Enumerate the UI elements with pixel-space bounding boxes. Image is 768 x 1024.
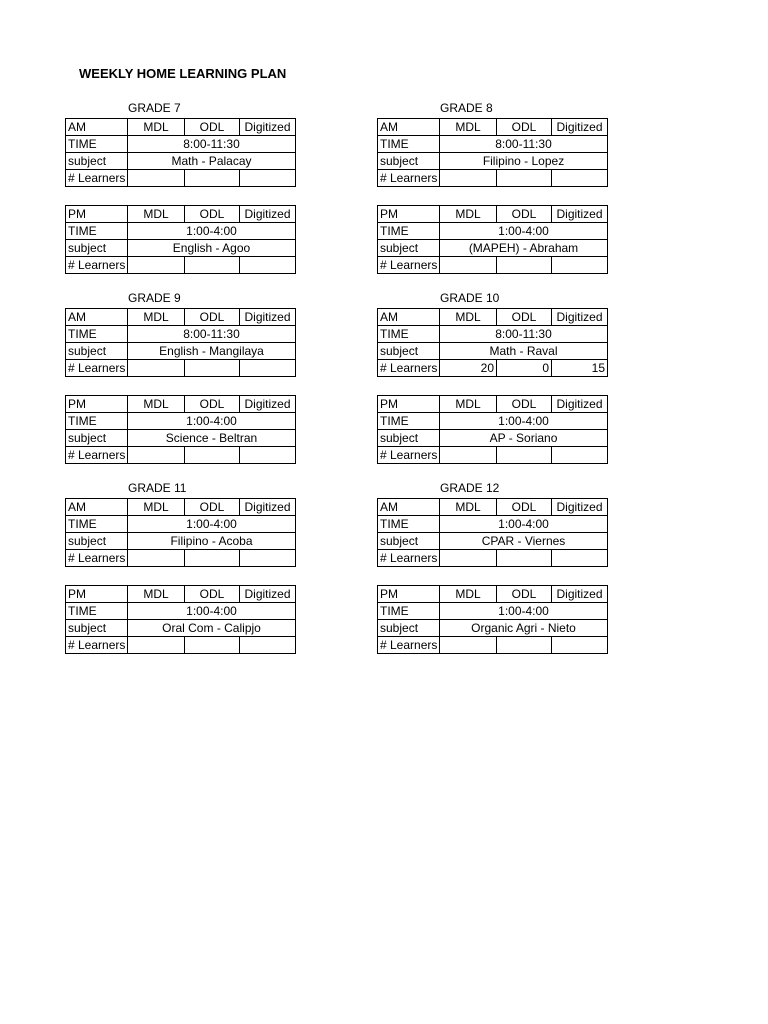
learners-mdl[interactable] (128, 637, 185, 654)
col-header-odl[interactable]: ODL (185, 119, 240, 136)
time-value[interactable]: 1:00-4:00 (128, 413, 296, 430)
col-header-digitized[interactable]: Digitized (552, 119, 608, 136)
table-row (66, 637, 296, 654)
col-header-mdl[interactable]: MDL (128, 206, 185, 223)
learners-digitized[interactable] (552, 447, 608, 464)
table-row (378, 603, 608, 620)
learners-digitized[interactable] (240, 257, 296, 274)
learners-mdl[interactable] (128, 550, 185, 567)
table-row (378, 396, 608, 413)
col-header-mdl[interactable]: MDL (440, 119, 497, 136)
session-label[interactable]: AM (378, 309, 440, 326)
time-value[interactable]: 1:00-4:00 (440, 413, 608, 430)
table-row (66, 309, 296, 326)
subject-value[interactable]: Organic Agri - Nieto (440, 620, 608, 637)
learners-mdl[interactable] (440, 447, 497, 464)
learners-digitized[interactable] (240, 637, 296, 654)
learners-digitized[interactable] (552, 170, 608, 187)
schedule-table-am (377, 118, 608, 187)
row-label-time[interactable]: TIME (66, 603, 128, 620)
learners-digitized[interactable]: 15 (552, 360, 608, 377)
col-header-odl[interactable]: ODL (185, 396, 240, 413)
session-label[interactable]: AM (66, 309, 128, 326)
col-header-odl[interactable]: ODL (185, 499, 240, 516)
table-row (378, 170, 608, 187)
col-header-odl[interactable]: ODL (185, 206, 240, 223)
learners-odl[interactable] (497, 550, 552, 567)
row-label-time[interactable]: TIME (378, 603, 440, 620)
row-label-time[interactable]: TIME (66, 516, 128, 533)
table-row (378, 326, 608, 343)
time-value[interactable]: 1:00-4:00 (440, 516, 608, 533)
row-label-subject[interactable]: subject (66, 153, 128, 170)
col-header-mdl[interactable]: MDL (128, 119, 185, 136)
schedule-table-pm (377, 395, 608, 464)
row-label-subject[interactable]: subject (378, 430, 440, 447)
col-header-digitized[interactable]: Digitized (552, 206, 608, 223)
table-row (378, 533, 608, 550)
table-row (378, 257, 608, 274)
row-label-subject[interactable]: subject (66, 533, 128, 550)
row-label-subject[interactable]: subject (378, 343, 440, 360)
grade-label: GRADE 9 (128, 291, 181, 305)
row-label-learners[interactable]: # Learners (66, 170, 128, 187)
row-label-subject[interactable]: subject (66, 430, 128, 447)
learners-mdl[interactable] (128, 360, 185, 377)
table-row (66, 136, 296, 153)
row-label-learners[interactable]: # Learners (378, 170, 440, 187)
col-header-digitized[interactable]: Digitized (552, 396, 608, 413)
table-row (66, 447, 296, 464)
row-label-time[interactable]: TIME (66, 136, 128, 153)
table-row (66, 153, 296, 170)
time-value[interactable]: 8:00-11:30 (440, 136, 608, 153)
time-value[interactable]: 1:00-4:00 (440, 603, 608, 620)
col-header-odl[interactable]: ODL (497, 206, 552, 223)
learners-odl[interactable] (185, 257, 240, 274)
table-row (66, 620, 296, 637)
time-value[interactable]: 8:00-11:30 (128, 136, 296, 153)
learners-mdl[interactable] (128, 170, 185, 187)
learners-mdl[interactable] (440, 637, 497, 654)
subject-value[interactable]: AP - Soriano (440, 430, 608, 447)
learners-odl[interactable] (497, 257, 552, 274)
learners-odl[interactable]: 0 (497, 360, 552, 377)
row-label-subject[interactable]: subject (378, 533, 440, 550)
learners-odl[interactable] (185, 447, 240, 464)
session-label[interactable]: AM (378, 499, 440, 516)
subject-value[interactable]: Filipino - Acoba (128, 533, 296, 550)
col-header-odl[interactable]: ODL (497, 119, 552, 136)
table-row (378, 447, 608, 464)
table-row (378, 136, 608, 153)
learners-digitized[interactable] (552, 637, 608, 654)
table-row (66, 430, 296, 447)
subject-value[interactable]: Oral Com - Calipjo (128, 620, 296, 637)
row-label-subject[interactable]: subject (378, 153, 440, 170)
subject-value[interactable]: English - Mangilaya (128, 343, 296, 360)
table-row (66, 533, 296, 550)
col-header-mdl[interactable]: MDL (128, 586, 185, 603)
table-row (378, 430, 608, 447)
schedule-table-am (377, 498, 608, 567)
row-label-subject[interactable]: subject (66, 620, 128, 637)
col-header-odl[interactable]: ODL (497, 586, 552, 603)
table-row (66, 223, 296, 240)
subject-value[interactable]: Math - Palacay (128, 153, 296, 170)
table-row (66, 360, 296, 377)
row-label-learners[interactable]: # Learners (378, 637, 440, 654)
row-label-time[interactable]: TIME (66, 223, 128, 240)
table-row (66, 119, 296, 136)
col-header-digitized[interactable]: Digitized (552, 586, 608, 603)
grade-label: GRADE 12 (440, 481, 500, 495)
col-header-mdl[interactable]: MDL (128, 309, 185, 326)
learners-odl[interactable] (497, 637, 552, 654)
row-label-learners[interactable]: # Learners (378, 360, 440, 377)
grade-label: GRADE 8 (440, 101, 493, 115)
session-label[interactable]: PM (66, 396, 128, 413)
subject-value[interactable]: Science - Beltran (128, 430, 296, 447)
session-label[interactable]: AM (66, 499, 128, 516)
learners-odl[interactable] (185, 170, 240, 187)
row-label-learners[interactable]: # Learners (66, 360, 128, 377)
table-row (378, 343, 608, 360)
session-label[interactable]: AM (66, 119, 128, 136)
row-label-learners[interactable]: # Learners (378, 447, 440, 464)
row-label-time[interactable]: TIME (378, 326, 440, 343)
table-row (66, 603, 296, 620)
table-row (378, 206, 608, 223)
col-header-digitized[interactable]: Digitized (552, 309, 608, 326)
row-label-time[interactable]: TIME (378, 136, 440, 153)
row-label-learners[interactable]: # Learners (378, 550, 440, 567)
session-label[interactable]: PM (378, 396, 440, 413)
col-header-mdl[interactable]: MDL (440, 499, 497, 516)
table-row (66, 516, 296, 533)
table-row (66, 343, 296, 360)
learners-odl[interactable] (185, 550, 240, 567)
table-row (378, 309, 608, 326)
table-row (66, 396, 296, 413)
table-row (378, 637, 608, 654)
learners-digitized[interactable] (552, 257, 608, 274)
learners-mdl[interactable] (128, 447, 185, 464)
session-label[interactable]: PM (66, 586, 128, 603)
table-row (378, 586, 608, 603)
schedule-table-am (65, 118, 296, 187)
session-label[interactable]: PM (378, 206, 440, 223)
col-header-odl[interactable]: ODL (497, 396, 552, 413)
table-row (378, 360, 608, 377)
col-header-mdl[interactable]: MDL (440, 309, 497, 326)
table-row (378, 499, 608, 516)
col-header-digitized[interactable]: Digitized (240, 396, 296, 413)
schedule-table-am (65, 498, 296, 567)
subject-value[interactable]: English - Agoo (128, 240, 296, 257)
schedule-table-pm (65, 205, 296, 274)
table-row (66, 326, 296, 343)
subject-value[interactable]: CPAR - Viernes (440, 533, 608, 550)
session-label[interactable]: AM (378, 119, 440, 136)
learners-mdl[interactable] (440, 550, 497, 567)
col-header-digitized[interactable]: Digitized (240, 586, 296, 603)
session-label[interactable]: PM (66, 206, 128, 223)
table-row (66, 550, 296, 567)
time-value[interactable]: 1:00-4:00 (128, 516, 296, 533)
learners-mdl[interactable] (440, 170, 497, 187)
col-header-mdl[interactable]: MDL (440, 396, 497, 413)
table-row (378, 413, 608, 430)
row-label-learners[interactable]: # Learners (66, 550, 128, 567)
row-label-subject[interactable]: subject (66, 343, 128, 360)
schedule-table-pm (377, 585, 608, 654)
row-label-time[interactable]: TIME (378, 516, 440, 533)
col-header-mdl[interactable]: MDL (128, 499, 185, 516)
learners-digitized[interactable] (240, 447, 296, 464)
table-row (378, 119, 608, 136)
col-header-digitized[interactable]: Digitized (240, 309, 296, 326)
learners-digitized[interactable] (240, 170, 296, 187)
learners-odl[interactable] (185, 637, 240, 654)
row-label-subject[interactable]: subject (66, 240, 128, 257)
subject-value[interactable]: Filipino - Lopez (440, 153, 608, 170)
col-header-odl[interactable]: ODL (497, 499, 552, 516)
col-header-digitized[interactable]: Digitized (240, 499, 296, 516)
schedule-table-pm (377, 205, 608, 274)
table-row (66, 240, 296, 257)
learners-mdl[interactable] (128, 257, 185, 274)
schedule-table-am (377, 308, 608, 377)
table-row (378, 620, 608, 637)
table-row (378, 153, 608, 170)
row-label-time[interactable]: TIME (66, 326, 128, 343)
time-value[interactable]: 8:00-11:30 (440, 326, 608, 343)
grade-label: GRADE 7 (128, 101, 181, 115)
col-header-odl[interactable]: ODL (185, 309, 240, 326)
subject-value[interactable]: (MAPEH) - Abraham (440, 240, 608, 257)
col-header-odl[interactable]: ODL (497, 309, 552, 326)
table-row (378, 240, 608, 257)
col-header-digitized[interactable]: Digitized (240, 206, 296, 223)
row-label-time[interactable]: TIME (378, 223, 440, 240)
row-label-learners[interactable]: # Learners (66, 447, 128, 464)
time-value[interactable]: 1:00-4:00 (440, 223, 608, 240)
row-label-time[interactable]: TIME (66, 413, 128, 430)
row-label-subject[interactable]: subject (378, 240, 440, 257)
table-row (66, 206, 296, 223)
time-value[interactable]: 1:00-4:00 (128, 603, 296, 620)
row-label-learners[interactable]: # Learners (66, 637, 128, 654)
learners-digitized[interactable] (552, 550, 608, 567)
table-row (66, 499, 296, 516)
table-row (378, 223, 608, 240)
col-header-mdl[interactable]: MDL (440, 586, 497, 603)
learners-odl[interactable] (497, 170, 552, 187)
table-row (378, 550, 608, 567)
row-label-subject[interactable]: subject (378, 620, 440, 637)
learners-mdl[interactable] (440, 257, 497, 274)
schedule-table-am (65, 308, 296, 377)
learners-digitized[interactable] (240, 360, 296, 377)
schedule-table-pm (65, 395, 296, 464)
row-label-learners[interactable]: # Learners (378, 257, 440, 274)
table-row (66, 257, 296, 274)
row-label-learners[interactable]: # Learners (66, 257, 128, 274)
learners-odl[interactable] (185, 360, 240, 377)
table-row (378, 516, 608, 533)
table-row (66, 413, 296, 430)
table-row (66, 586, 296, 603)
col-header-odl[interactable]: ODL (185, 586, 240, 603)
learners-odl[interactable] (497, 447, 552, 464)
page-title: WEEKLY HOME LEARNING PLAN (79, 66, 287, 81)
grade-label: GRADE 10 (440, 291, 500, 305)
time-value[interactable]: 1:00-4:00 (128, 223, 296, 240)
grade-label: GRADE 11 (128, 481, 187, 495)
row-label-time[interactable]: TIME (378, 413, 440, 430)
learners-mdl[interactable]: 20 (440, 360, 497, 377)
time-value[interactable]: 8:00-11:30 (128, 326, 296, 343)
col-header-mdl[interactable]: MDL (128, 396, 185, 413)
schedule-table-pm (65, 585, 296, 654)
col-header-mdl[interactable]: MDL (440, 206, 497, 223)
col-header-digitized[interactable]: Digitized (552, 499, 608, 516)
learners-digitized[interactable] (240, 550, 296, 567)
subject-value[interactable]: Math - Raval (440, 343, 608, 360)
col-header-digitized[interactable]: Digitized (240, 119, 296, 136)
table-row (66, 170, 296, 187)
session-label[interactable]: PM (378, 586, 440, 603)
